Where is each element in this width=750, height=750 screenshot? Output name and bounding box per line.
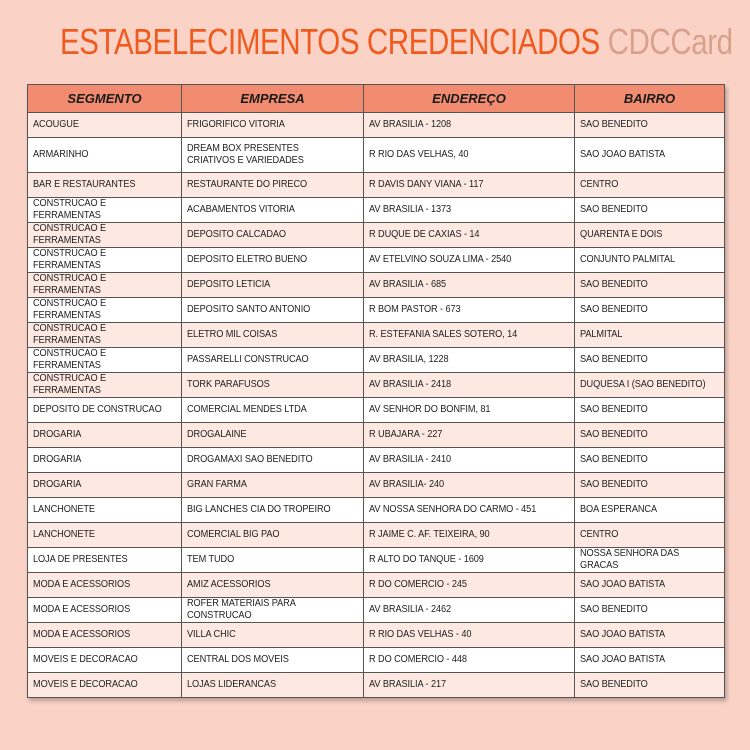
empresa-cell [182,248,364,273]
bairro-cell-text: QUARENTA E DOIS [580,229,663,240]
segmento-cell [28,648,182,673]
table-row [28,598,725,623]
segmento-cell [28,138,182,173]
bairro-cell-text: DUQUESA I (SAO BENEDITO) [580,379,706,390]
bairro-cell [575,623,725,648]
segmento-cell [28,448,182,473]
table-row [28,348,725,373]
table-row [28,248,725,273]
bairro-cell [575,113,725,138]
segmento-cell [28,473,182,498]
bairro-cell-text: SAO BENEDITO [580,479,648,490]
endereco-cell-text: AV ETELVINO SOUZA LIMA - 2540 [369,254,512,265]
segmento-cell-text: LANCHONETE [33,529,95,540]
endereco-cell [364,523,575,548]
endereco-cell-text: R ALTO DO TANQUE - 1609 [369,554,484,565]
empresa-cell-text: LOJAS LIDERANCAS [187,679,277,690]
segmento-cell [28,673,182,698]
bairro-cell-text: NOSSA SENHORA DAS GRACAS [580,548,680,571]
empresa-cell-text: AMIZ ACESSORIOS [187,579,271,590]
segmento-cell [28,113,182,138]
segmento-cell-text: BAR E RESTAURANTES [33,179,136,190]
empresa-cell [182,573,364,598]
endereco-cell-text: R DUQUE DE CAXIAS - 14 [369,229,480,240]
empresa-cell-text: DEPOSITO ELETRO BUENO [187,254,308,265]
table-header-row [28,85,725,113]
table-row [28,198,725,223]
empresa-cell-text: BIG LANCHES CIA DO TROPEIRO [187,504,331,515]
header-empresa: EMPRESA [182,85,364,113]
endereco-cell-text: R JAIME C. AF. TEIXEIRA, 90 [369,529,490,540]
bairro-cell [575,373,725,398]
empresa-cell-text: DROGAMAXI SAO BENEDITO [187,454,313,465]
empresa-cell [182,598,364,623]
bairro-cell [575,523,725,548]
bairro-cell-text: SAO BENEDITO [580,429,648,440]
table-row [28,173,725,198]
segmento-cell-text: CONSTRUCAO E FERRAMENTAS [33,198,107,221]
empresa-cell [182,548,364,573]
bairro-cell [575,248,725,273]
bairro-cell [575,598,725,623]
header-bairro: BAIRRO [575,85,725,113]
empresa-cell-text: CENTRAL DOS MOVEIS [187,654,289,665]
bairro-cell-text: SAO BENEDITO [580,454,648,465]
segmento-cell [28,598,182,623]
table-row [28,573,725,598]
empresa-cell-text: DEPOSITO LETICIA [187,279,271,290]
page-title-brand: CDCCard [607,21,733,62]
bairro-cell-text: CENTRO [580,529,619,540]
table-row [28,673,725,698]
endereco-cell-text: R DO COMERCIO - 245 [369,579,467,590]
bairro-cell [575,198,725,223]
endereco-cell-text: R RIO DAS VELHAS, 40 [369,149,469,160]
empresa-cell [182,648,364,673]
segmento-cell [28,273,182,298]
endereco-cell [364,373,575,398]
segmento-cell [28,573,182,598]
segmento-cell [28,298,182,323]
bairro-cell [575,273,725,298]
endereco-cell-text: AV NOSSA SENHORA DO CARMO - 451 [369,504,537,515]
table-row [28,423,725,448]
table-row [28,398,725,423]
bairro-cell-text: PALMITAL [580,329,623,340]
empresa-cell [182,223,364,248]
empresa-cell-text: DEPOSITO CALCADAO [187,229,286,240]
segmento-cell [28,373,182,398]
bairro-cell-text: SAO JOAO BATISTA [580,579,666,590]
segmento-cell-text: MODA E ACESSORIOS [33,604,131,615]
segmento-cell-text: LOJA DE PRESENTES [33,554,128,565]
bairro-cell-text: CENTRO [580,179,619,190]
empresa-cell-text: DEPOSITO SANTO ANTONIO [187,304,311,315]
segmento-cell-text: CONSTRUCAO E FERRAMENTAS [33,298,107,321]
endereco-cell [364,498,575,523]
page-title [60,20,733,64]
bairro-cell [575,548,725,573]
establishments-table [27,84,725,698]
empresa-cell-text: FRIGORIFICO VITORIA [187,119,285,130]
bairro-cell [575,448,725,473]
endereco-cell-text: R RIO DAS VELHAS - 40 [369,629,472,640]
table-row [28,298,725,323]
endereco-cell [364,548,575,573]
bairro-cell [575,473,725,498]
bairro-cell-text: SAO BENEDITO [580,354,648,365]
endereco-cell [364,398,575,423]
segmento-cell-text: MODA E ACESSORIOS [33,629,131,640]
segmento-cell [28,198,182,223]
endereco-cell-text: R DAVIS DANY VIANA - 117 [369,179,484,190]
endereco-cell [364,298,575,323]
bairro-cell-text: SAO BENEDITO [580,404,648,415]
empresa-cell [182,673,364,698]
bairro-cell [575,323,725,348]
segmento-cell-text: CONSTRUCAO E FERRAMENTAS [33,273,107,296]
endereco-cell-text: AV BRASILIA - 217 [369,679,447,690]
empresa-cell [182,348,364,373]
empresa-cell [182,398,364,423]
table-row [28,373,725,398]
table-row [28,138,725,173]
empresa-cell [182,473,364,498]
endereco-cell [364,223,575,248]
empresa-cell [182,423,364,448]
segmento-cell-text: DEPOSITO DE CONSTRUCAO [33,404,162,415]
empresa-cell [182,523,364,548]
endereco-cell [364,248,575,273]
empresa-cell [182,623,364,648]
endereco-cell [364,348,575,373]
table-row [28,113,725,138]
segmento-cell-text: MOVEIS E DECORACAO [33,654,138,665]
endereco-cell [364,573,575,598]
empresa-cell [182,373,364,398]
segmento-cell [28,348,182,373]
endereco-cell [364,648,575,673]
endereco-cell-text: AV BRASILIA - 2418 [369,379,452,390]
segmento-cell-text: CONSTRUCAO E FERRAMENTAS [33,223,107,246]
empresa-cell-text: ELETRO MIL COISAS [187,329,278,340]
endereco-cell [364,598,575,623]
endereco-cell [364,138,575,173]
table-row [28,448,725,473]
endereco-cell-text: AV SENHOR DO BONFIM, 81 [369,404,491,415]
segmento-cell [28,323,182,348]
endereco-cell [364,198,575,223]
segmento-cell-text: MOVEIS E DECORACAO [33,679,138,690]
bairro-cell-text: SAO BENEDITO [580,604,648,615]
endereco-cell-text: AV BRASILIA - 2410 [369,454,452,465]
header-endereco: ENDEREÇO [364,85,575,113]
table-row [28,548,725,573]
empresa-cell [182,498,364,523]
endereco-cell [364,623,575,648]
page-title-main: ESTABELECIMENTOS CREDENCIADOS [60,21,600,62]
empresa-cell [182,298,364,323]
endereco-cell [364,113,575,138]
bairro-cell [575,173,725,198]
segmento-cell [28,173,182,198]
empresa-cell [182,448,364,473]
bairro-cell [575,498,725,523]
bairro-cell-text: SAO JOAO BATISTA [580,149,666,160]
bairro-cell-text: SAO BENEDITO [580,679,648,690]
endereco-cell-text: R. ESTEFANIA SALES SOTERO, 14 [369,329,518,340]
endereco-cell-text: R DO COMERCIO - 448 [369,654,467,665]
table-row [28,473,725,498]
bairro-cell-text: SAO BENEDITO [580,204,648,215]
bairro-cell-text: SAO BENEDITO [580,119,648,130]
bairro-cell-text: BOA ESPERANCA [580,504,658,515]
table-row [28,323,725,348]
bairro-cell [575,673,725,698]
segmento-cell-text: DROGARIA [33,454,82,465]
empresa-cell [182,273,364,298]
empresa-cell-text: ACABAMENTOS VITORIA [187,204,295,215]
empresa-cell-text: GRAN FARMA [187,479,247,490]
empresa-cell-text: TORK PARAFUSOS [187,379,270,390]
segmento-cell-text: CONSTRUCAO E FERRAMENTAS [33,248,107,271]
segmento-cell-text: DROGARIA [33,429,82,440]
segmento-cell-text: MODA E ACESSORIOS [33,579,131,590]
endereco-cell-text: AV BRASILIA- 240 [369,479,445,490]
table-body [28,113,725,698]
segmento-cell-text: CONSTRUCAO E FERRAMENTAS [33,323,107,346]
segmento-cell [28,223,182,248]
endereco-cell [364,323,575,348]
table-row [28,223,725,248]
empresa-cell [182,173,364,198]
table-row [28,523,725,548]
segmento-cell-text: ARMARINHO [33,149,89,160]
endereco-cell [364,673,575,698]
endereco-cell [364,273,575,298]
empresa-cell-text: RESTAURANTE DO PIRECO [187,179,308,190]
empresa-cell-text: TEM TUDO [187,554,235,565]
segmento-cell [28,498,182,523]
endereco-cell-text: AV BRASILIA - 1208 [369,119,452,130]
empresa-cell-text: COMERCIAL MENDES LTDA [187,404,307,415]
endereco-cell-text: R BOM PASTOR - 673 [369,304,461,315]
endereco-cell [364,473,575,498]
endereco-cell-text: R UBAJARA - 227 [369,429,443,440]
table-row [28,648,725,673]
bairro-cell [575,348,725,373]
endereco-cell-text: AV BRASILIA - 685 [369,279,447,290]
segmento-cell-text: ACOUGUE [33,119,79,130]
endereco-cell-text: AV BRASILIA, 1228 [369,354,449,365]
segmento-cell [28,398,182,423]
empresa-cell-text: ROFER MATERIAIS PARA CONSTRUCAO [187,598,296,621]
bairro-cell [575,423,725,448]
table-row [28,498,725,523]
bairro-cell [575,648,725,673]
table-row [28,623,725,648]
segmento-cell-text: CONSTRUCAO E FERRAMENTAS [33,348,107,371]
segmento-cell-text: DROGARIA [33,479,82,490]
endereco-cell [364,448,575,473]
empresa-cell-text: DREAM BOX PRESENTES CRIATIVOS E VARIEDADES [187,143,304,166]
endereco-cell-text: AV BRASILIA - 1373 [369,204,452,215]
segmento-cell-text: CONSTRUCAO E FERRAMENTAS [33,373,107,396]
empresa-cell-text: DROGALAINE [187,429,247,440]
endereco-cell [364,423,575,448]
bairro-cell [575,573,725,598]
segmento-cell [28,548,182,573]
bairro-cell-text: SAO JOAO BATISTA [580,629,666,640]
empresa-cell-text: COMERCIAL BIG PAO [187,529,280,540]
table-row [28,273,725,298]
bairro-cell [575,298,725,323]
empresa-cell [182,198,364,223]
bairro-cell [575,138,725,173]
empresa-cell-text: VILLA CHIC [187,629,236,640]
bairro-cell [575,398,725,423]
bairro-cell-text: SAO BENEDITO [580,304,648,315]
empresa-cell-text: PASSARELLI CONSTRUCAO [187,354,309,365]
endereco-cell [364,173,575,198]
bairro-cell-text: SAO BENEDITO [580,279,648,290]
bairro-cell-text: SAO JOAO BATISTA [580,654,666,665]
segmento-cell-text: LANCHONETE [33,504,95,515]
bairro-cell [575,223,725,248]
empresa-cell [182,138,364,173]
segmento-cell [28,523,182,548]
bairro-cell-text: CONJUNTO PALMITAL [580,254,676,265]
header-segmento: SEGMENTO [28,85,182,113]
endereco-cell-text: AV BRASILIA - 2462 [369,604,452,615]
segmento-cell [28,248,182,273]
empresa-cell [182,323,364,348]
segmento-cell [28,423,182,448]
empresa-cell [182,113,364,138]
segmento-cell [28,623,182,648]
